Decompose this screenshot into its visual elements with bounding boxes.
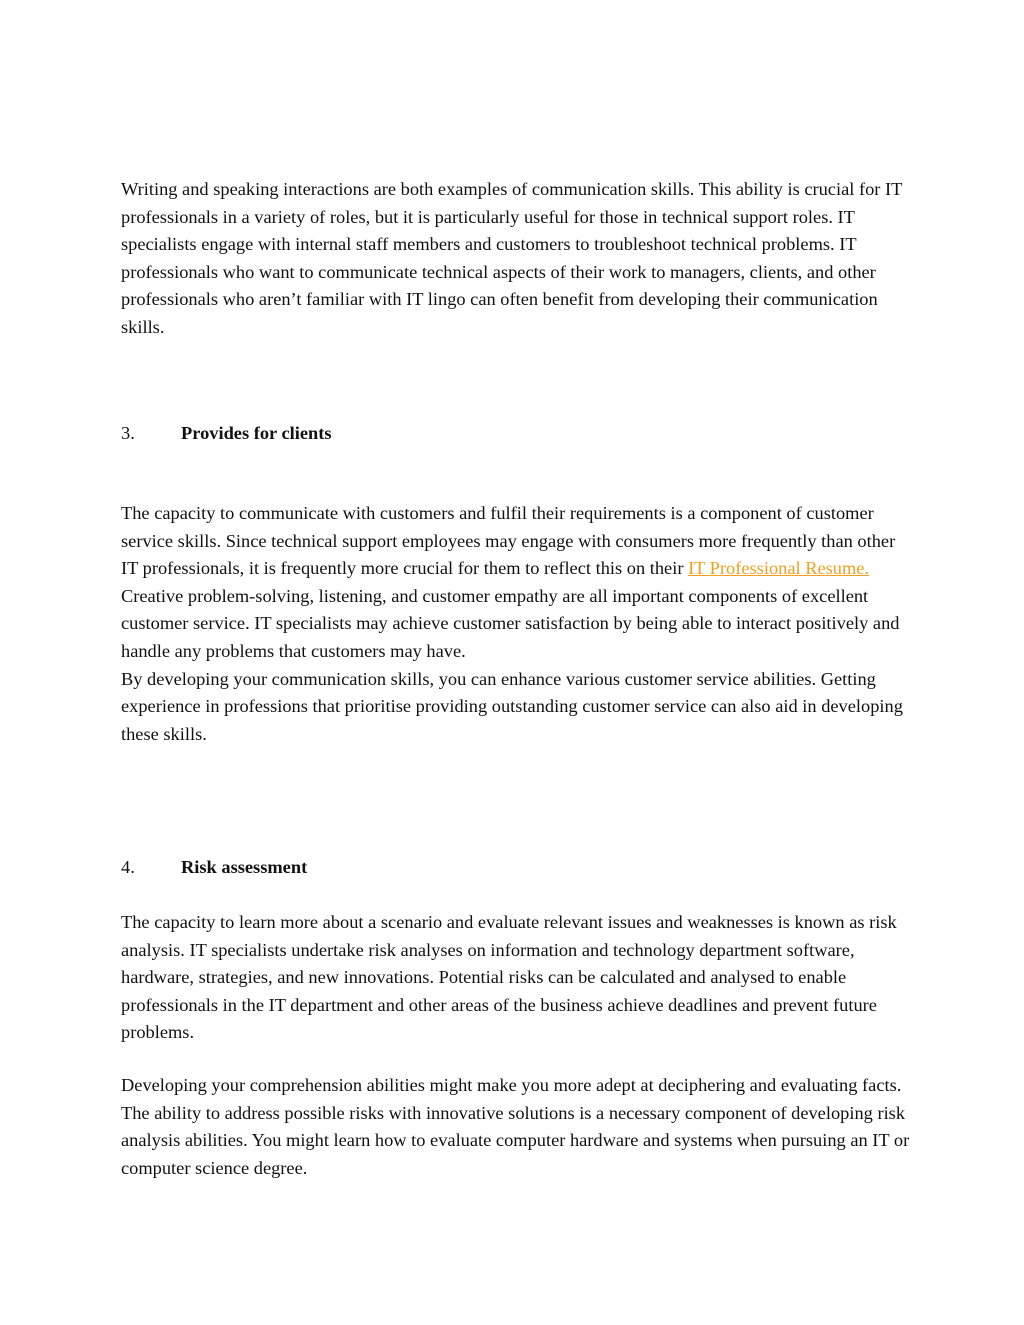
section-title: Risk assessment [181, 857, 308, 877]
it-professional-resume-link[interactable]: IT Professional Resume. [688, 558, 870, 579]
section-title: Provides for clients [181, 423, 332, 443]
risk-second-paragraph: Developing your comprehension abilities might make you more adept at deciphering and evaluating facts. The ability to address possible risks with innovative solutions is a necessary component of developing risk analysis abilities. You might learn how to evaluate computer hardware and systems when pursuing an IT or computer science degree. [121, 1075, 910, 1178]
clients-paragraph-end: Creative problem-solving, listening, and customer empathy are all important components of excellent customer service. IT specialists may achieve customer satisfaction by being able to interact positively and handle any problems that customers may have. [121, 585, 900, 661]
section-number: 4. [121, 857, 135, 877]
risk-first-paragraph: The capacity to learn more about a scenario and evaluate relevant issues and weaknesses is known as risk analysis. IT specialists undertake risk analyses on information and technology department software, hardware, strategies, and new innovations. Potential risks can be calculated and analysed to enable professionals in the IT department and other areas of the business achieve deadlines and prevent future problems. [121, 912, 897, 1043]
intro-paragraph: Writing and speaking interactions are both examples of communication skills. This ability is crucial for IT professionals in a variety of roles, but it is particularly useful for those in technical support roles. IT specialists engage with internal staff members and customers to troubleshoot technical problems. IT professionals who want to communicate technical aspects of their work to managers, clients, and other professionals who aren’t familiar with IT lingo can often benefit from developing their communication skills. [121, 179, 903, 337]
section-number: 3. [121, 423, 135, 443]
clients-paragraph-start: The capacity to communicate with customers and fulfil their requirements is a component of customer service skills. Since technical support employees may engage with consumers more frequently than other IT professionals, it is frequently more crucial for them to reflect this on their [121, 503, 896, 579]
clients-section-body [121, 500, 911, 748]
clients-second-paragraph: By developing your communication skills, you can enhance various customer service abilities. Getting experience in professions that prioritise providing outstanding customer service can also aid in developing these skills. [121, 668, 903, 744]
section-heading-provides-for-clients [121, 420, 332, 448]
section-heading-risk-assessment [121, 854, 307, 882]
